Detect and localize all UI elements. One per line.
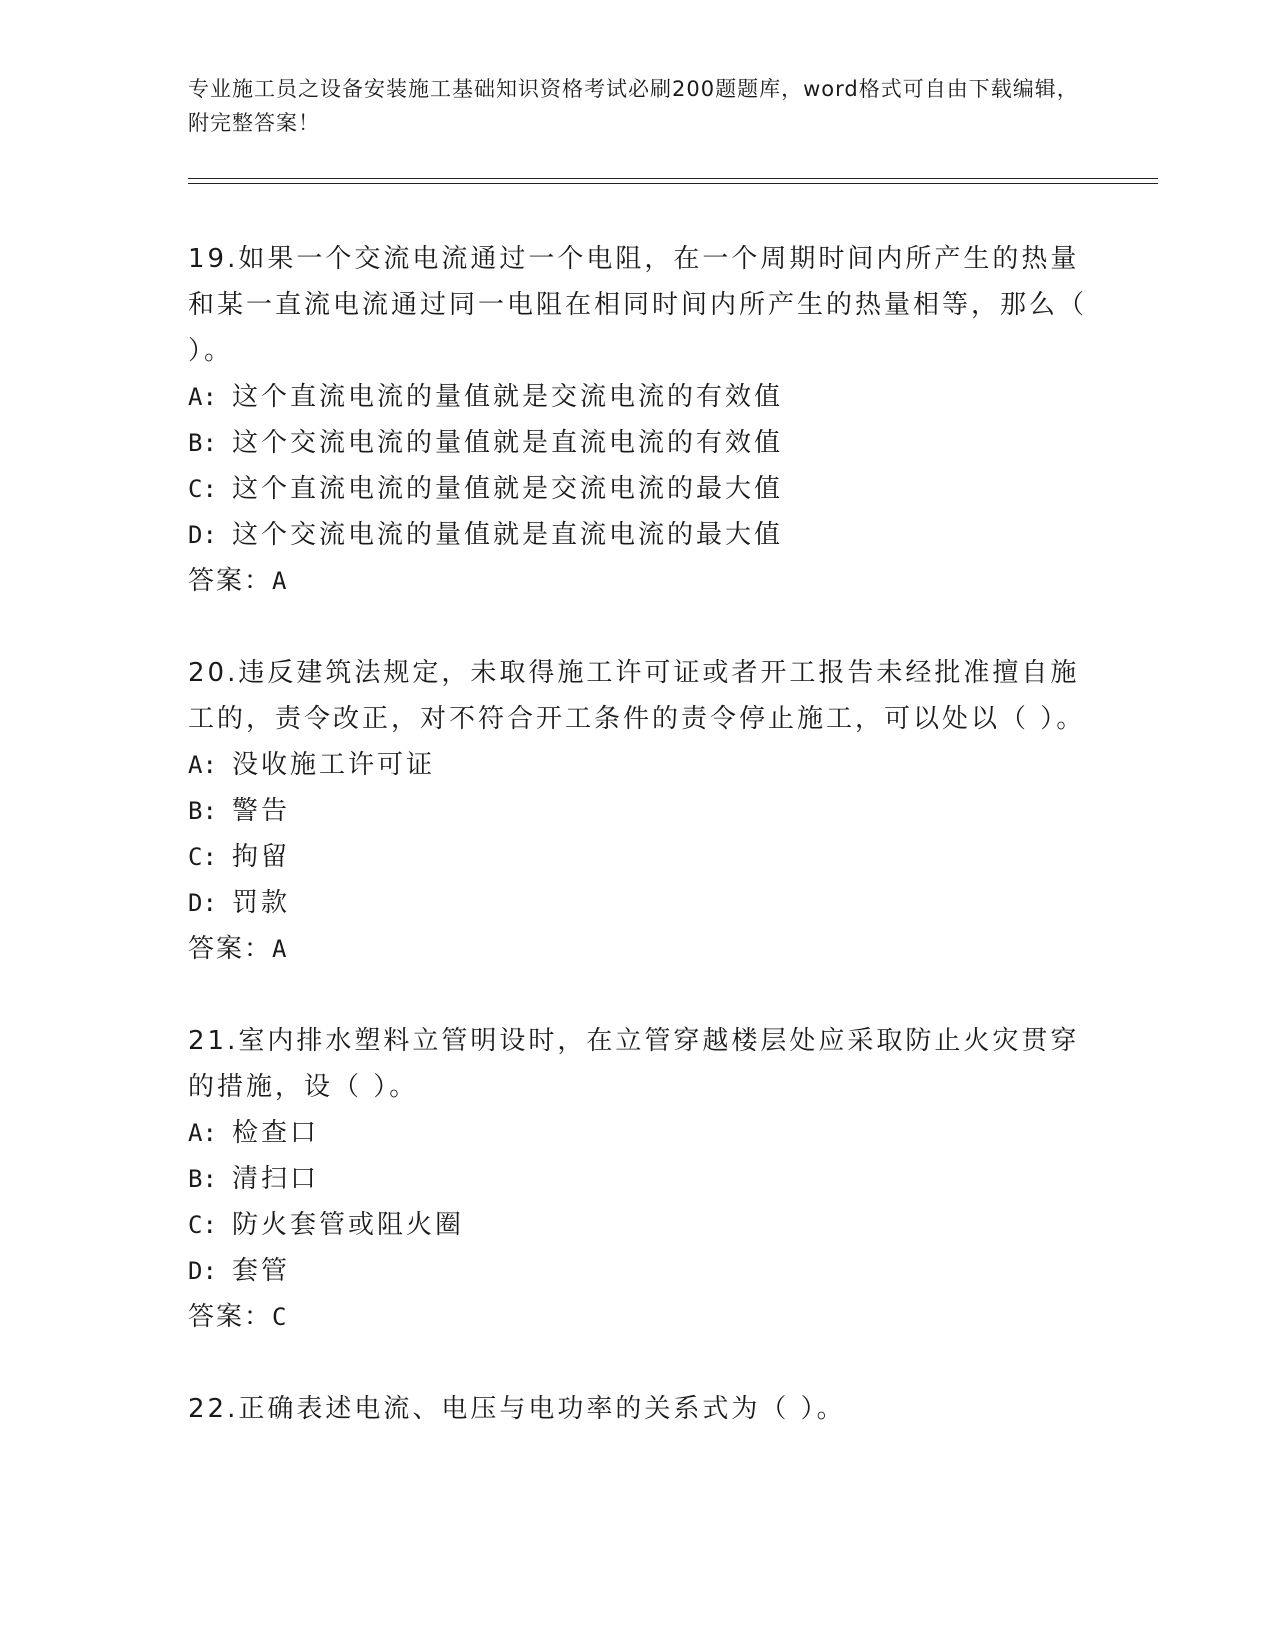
option-text: 拘留	[232, 842, 291, 872]
document-header	[188, 72, 1088, 140]
option-c	[188, 1202, 1088, 1248]
option-text: 这个直流电流的量值就是交流电流的有效值	[232, 382, 784, 412]
option-b	[188, 1156, 1088, 1202]
option-a	[188, 742, 1088, 788]
header-divider-top	[188, 178, 1158, 179]
answer-line	[188, 926, 1088, 972]
option-text: 罚款	[232, 888, 291, 918]
question-19	[188, 236, 1088, 604]
option-key: D:	[188, 521, 217, 549]
option-text: 这个交流电流的量值就是直流电流的有效值	[232, 428, 784, 458]
option-text: 这个直流电流的量值就是交流电流的最大值	[232, 474, 784, 504]
question-20	[188, 650, 1088, 972]
option-text: 清扫口	[232, 1164, 320, 1194]
answer-value: A	[272, 567, 289, 595]
option-key: C:	[188, 843, 217, 871]
option-b	[188, 788, 1088, 834]
answer-value: A	[272, 935, 289, 963]
option-d	[188, 880, 1088, 926]
option-a	[188, 1110, 1088, 1156]
question-22	[188, 1386, 1088, 1432]
option-d	[188, 512, 1088, 558]
option-key: D:	[188, 1257, 217, 1285]
option-key: B:	[188, 1165, 217, 1193]
question-text: 19.如果一个交流电流通过一个电阻，在一个周期时间内所产生的热量和某一直流电流通过同一电阻在相同时间内所产生的热量相等，那么（ ）。	[188, 244, 1088, 366]
header-title: 专业施工员之设备安装施工基础知识资格考试必刷200题题库，word格式可自由下载编辑，附完整答案！	[188, 77, 1079, 135]
header-divider-bottom	[188, 183, 1158, 184]
option-text: 没收施工许可证	[232, 750, 436, 780]
answer-line	[188, 558, 1088, 604]
answer-value: C	[272, 1303, 289, 1331]
option-text: 检查口	[232, 1118, 320, 1148]
option-text: 防火套管或阻火圈	[232, 1210, 465, 1240]
question-text: 21.室内排水塑料立管明设时，在立管穿越楼层处应采取防止火灾贯穿的措施，设（ ）。	[188, 1026, 1080, 1102]
option-text: 这个交流电流的量值就是直流电流的最大值	[232, 520, 784, 550]
option-key: C:	[188, 1211, 217, 1239]
option-key: A:	[188, 383, 217, 411]
answer-line	[188, 1294, 1088, 1340]
option-d	[188, 1248, 1088, 1294]
option-key: B:	[188, 797, 217, 825]
option-text: 警告	[232, 796, 291, 826]
option-b	[188, 420, 1088, 466]
option-key: A:	[188, 751, 217, 779]
option-key: C:	[188, 475, 217, 503]
option-text: 套管	[232, 1256, 291, 1286]
option-c	[188, 834, 1088, 880]
answer-label: 答案：	[188, 1302, 273, 1332]
question-21	[188, 1018, 1088, 1340]
question-list	[188, 236, 1088, 1478]
question-text: 22.正确表述电流、电压与电功率的关系式为（ ）。	[188, 1394, 846, 1424]
option-key: B:	[188, 429, 217, 457]
question-text: 20.违反建筑法规定，未取得施工许可证或者开工报告未经批准擅自施工的，责令改正，对不符合开工条件的责令停止施工，可以处以（ ）。	[188, 658, 1086, 734]
option-c	[188, 466, 1088, 512]
option-key: A:	[188, 1119, 217, 1147]
answer-label: 答案：	[188, 566, 273, 596]
answer-label: 答案：	[188, 934, 273, 964]
option-a	[188, 374, 1088, 420]
option-key: D:	[188, 889, 217, 917]
